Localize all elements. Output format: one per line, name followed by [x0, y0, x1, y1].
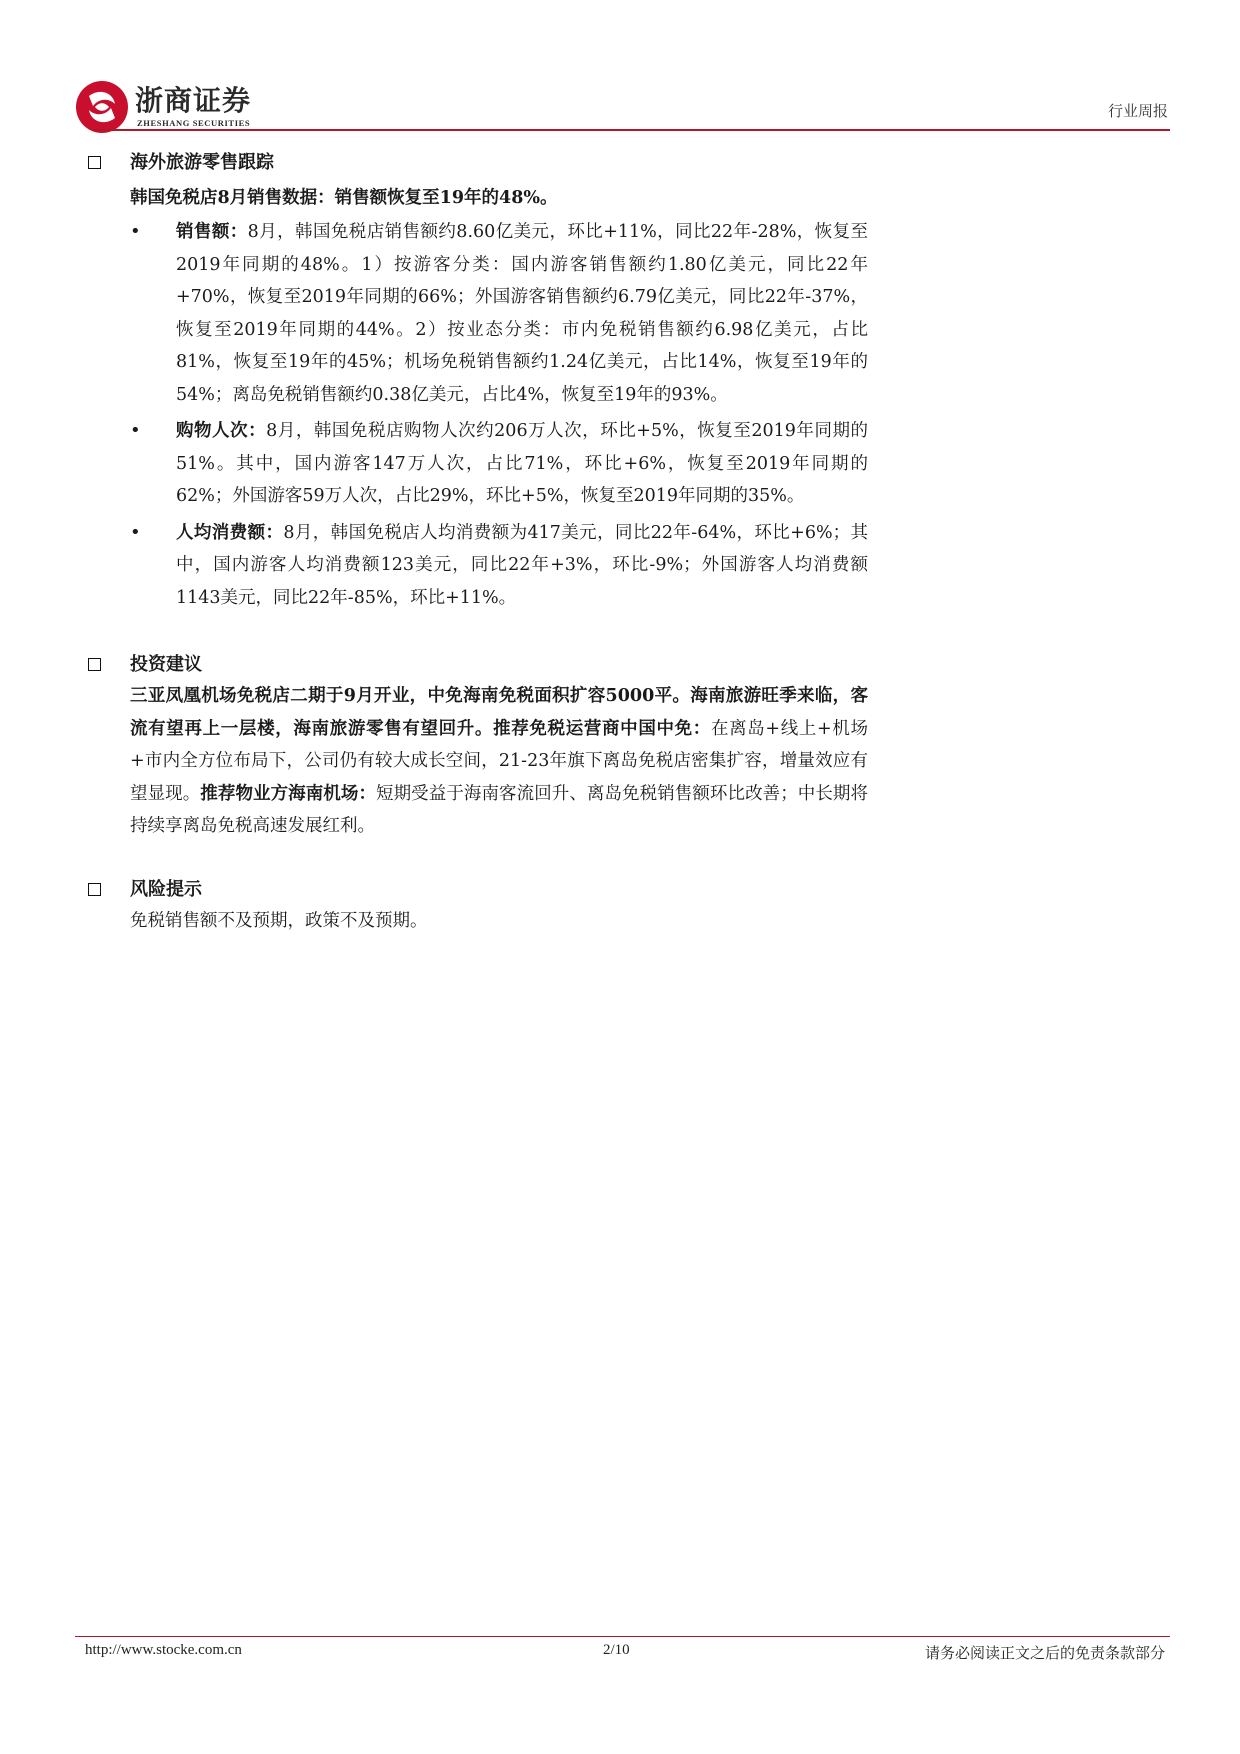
website-link[interactable]: http://www.stocke.com.cn	[85, 1642, 242, 1658]
company-logo	[75, 78, 265, 136]
page-footer	[85, 1642, 1165, 1668]
risk-text: 免税销售额不及预期，政策不及预期。	[130, 910, 428, 931]
list-item	[88, 517, 868, 615]
checkbox-square-icon	[88, 156, 101, 169]
bullet-icon: •	[130, 221, 141, 242]
main-content	[88, 148, 868, 937]
investment-text: 在离岛+线上+机场+市内全方位布局下，公司仍有较大成长空间，21-23年旗下离岛免税店密集扩容，增量效应有望显现。	[130, 718, 869, 804]
page-header	[75, 68, 1170, 134]
investment-text: 短期受益于海南客流回升、离岛免税销售额环比改善；中长期将持续享离岛免税高速发展红利。	[130, 783, 869, 836]
logo-english-name: ZHESHANG SECURITIES	[137, 118, 251, 128]
zheshang-logo-icon	[75, 80, 129, 134]
bullet-label: 购物人次：	[176, 421, 267, 441]
header-divider	[92, 129, 1170, 131]
bullet-label: 销售额：	[176, 222, 248, 242]
investment-paragraph	[130, 680, 868, 843]
checkbox-square-icon	[88, 883, 101, 896]
list-item	[88, 216, 868, 411]
bullet-text: 8月，韩国免税店人均消费额为417美元，同比22年-64%，环比+6%；其中，国内游客人均消费额123美元，同比22年+3%，环比-9%；外国游客人均消费额1143美元，同比22年-85%，环比+11%。	[176, 522, 868, 608]
section-title: 海外旅游零售跟踪	[130, 152, 274, 173]
list-item	[88, 415, 868, 513]
report-type-label: 行业周报	[1107, 102, 1168, 120]
page-number: 2/10	[603, 1642, 630, 1658]
bullet-list	[88, 216, 868, 614]
bullet-text: 8月，韩国免税店购物人次约206万人次，环比+5%，恢复至2019年同期的51%。其中，国内游客147万人次，占比71%，环比+6%，恢复至2019年同期的62%；外国游客59万人次，占比29%，环比+5%，恢复至2019年同期的35%。	[176, 421, 869, 506]
bullet-icon: •	[130, 521, 141, 543]
bullet-text: 8月，韩国免税店销售额约8.60亿美元，环比+11%，同比22年-28%，恢复至2019年同期的48%。1）按游客分类：国内游客销售额约1.80亿美元，同比22年+70%，恢复至2019年同期的66%；外国游客销售额约6.79亿美元，同比22年-37%，恢复至2019年同期的44%。2）按业态分类：市内免税销售额约6.98亿美元，占比81%，恢复至19年的45%；机场免税销售额约1.24亿美元，占比14%，恢复至19年的54%；离岛免税销售额约0.38亿美元，占比4%，恢复至19年的93%。	[176, 222, 869, 405]
section-lead: 韩国免税店8月销售数据：销售额恢复至19年的48%。	[130, 188, 558, 208]
disclaimer-note: 请务必阅读正文之后的免责条款部分	[924, 1644, 1165, 1662]
section-heading-risk	[88, 875, 868, 905]
section-title: 风险提示	[130, 878, 202, 900]
section-heading-investment	[88, 650, 868, 680]
section-heading-overseas	[88, 148, 868, 178]
bullet-icon: •	[130, 420, 141, 441]
logo-chinese-name: 浙商证券	[135, 84, 252, 117]
section-title: 投资建议	[130, 654, 202, 675]
bullet-label: 人均消费额：	[176, 522, 284, 543]
footer-divider	[75, 1636, 1170, 1637]
checkbox-square-icon	[88, 658, 101, 671]
investment-bold-text: 三亚凤凰机场免税店二期于9月开业，中免海南免税面积扩容5000平。海南旅游旺季来临，客流有望再上一层楼，海南旅游零售有望回升。推荐免税运营商中国中免：	[130, 686, 868, 739]
investment-bold-text: 推荐物业方海南机场：	[200, 783, 377, 804]
